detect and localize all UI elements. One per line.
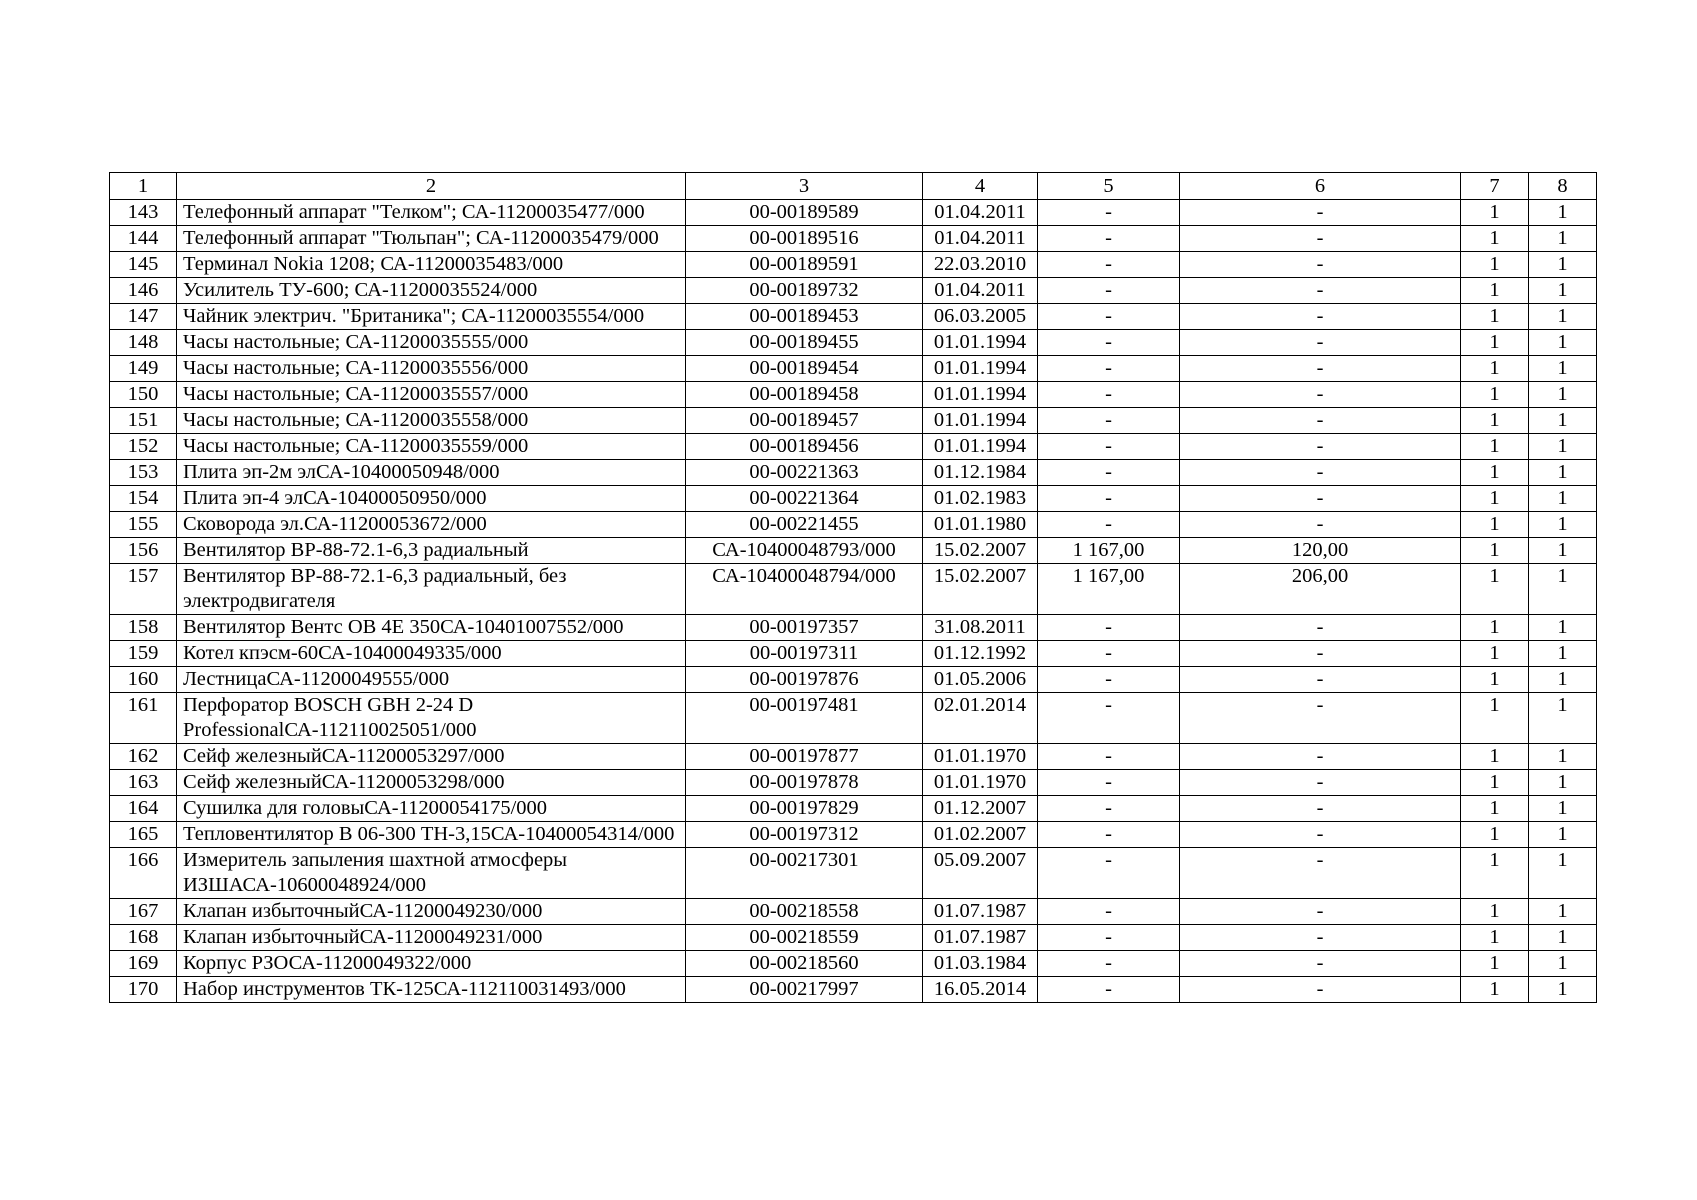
acquisition-date-cell: 22.03.2010 [923,252,1038,278]
table-row [110,382,1597,408]
inventory-table [109,172,1597,1003]
item-name-cell: Перфоратор BOSCH GBH 2-24 D ProfessionalСА-112110025051/000 [177,693,686,744]
book-value-cell: 1 167,00 [1038,538,1180,564]
item-name-cell: Часы настольные; СА-11200035556/000 [177,356,686,382]
inventory-number-cell: 00-00197312 [686,822,923,848]
acquisition-date-cell: 01.04.2011 [923,278,1038,304]
table-row [110,951,1597,977]
item-name-cell: Часы настольные; СА-11200035555/000 [177,330,686,356]
table-row [110,667,1597,693]
item-name-cell: Сейф железныйСА-11200053298/000 [177,770,686,796]
table-row [110,330,1597,356]
book-value-cell: - [1038,486,1180,512]
inventory-number-cell: 00-00189455 [686,330,923,356]
acquisition-date-cell: 01.01.1980 [923,512,1038,538]
quantity-book-cell: 1 [1529,512,1597,538]
quantity-fact-cell: 1 [1461,667,1529,693]
row-number-cell: 143 [110,200,177,226]
quantity-book-cell: 1 [1529,408,1597,434]
table-row [110,460,1597,486]
quantity-fact-cell: 1 [1461,382,1529,408]
acquisition-date-cell: 06.03.2005 [923,304,1038,330]
residual-value-cell: - [1180,951,1461,977]
column-header: 3 [686,173,923,200]
inventory-number-cell: 00-00197357 [686,615,923,641]
inventory-number-cell: 00-00217301 [686,848,923,899]
header-row [110,173,1597,200]
residual-value-cell: - [1180,486,1461,512]
item-name-cell: Чайник электрич. "Британика"; СА-11200035554/000 [177,304,686,330]
table-row [110,512,1597,538]
book-value-cell: - [1038,641,1180,667]
inventory-number-cell: 00-00189516 [686,226,923,252]
book-value-cell: - [1038,667,1180,693]
table-row [110,252,1597,278]
item-name-cell: Телефонный аппарат "Телком"; СА-11200035477/000 [177,200,686,226]
quantity-fact-cell: 1 [1461,356,1529,382]
acquisition-date-cell: 01.01.1994 [923,356,1038,382]
residual-value-cell: - [1180,434,1461,460]
column-header: 7 [1461,173,1529,200]
table-row [110,200,1597,226]
quantity-fact-cell: 1 [1461,951,1529,977]
book-value-cell: - [1038,744,1180,770]
table-row [110,744,1597,770]
quantity-book-cell: 1 [1529,486,1597,512]
quantity-fact-cell: 1 [1461,330,1529,356]
inventory-number-cell: 00-00189458 [686,382,923,408]
book-value-cell: - [1038,770,1180,796]
row-number-cell: 147 [110,304,177,330]
acquisition-date-cell: 15.02.2007 [923,564,1038,615]
book-value-cell: - [1038,278,1180,304]
acquisition-date-cell: 01.04.2011 [923,226,1038,252]
quantity-book-cell: 1 [1529,641,1597,667]
residual-value-cell: 206,00 [1180,564,1461,615]
quantity-book-cell: 1 [1529,278,1597,304]
book-value-cell: - [1038,252,1180,278]
book-value-cell: - [1038,951,1180,977]
item-name-cell: Измеритель запыления шахтной атмосферы ИЗШАСА-10600048924/000 [177,848,686,899]
residual-value-cell: - [1180,304,1461,330]
residual-value-cell: - [1180,330,1461,356]
table-row [110,848,1597,899]
quantity-fact-cell: 1 [1461,564,1529,615]
quantity-book-cell: 1 [1529,382,1597,408]
quantity-fact-cell: 1 [1461,226,1529,252]
quantity-book-cell: 1 [1529,200,1597,226]
inventory-number-cell: 00-00218559 [686,925,923,951]
acquisition-date-cell: 01.02.2007 [923,822,1038,848]
inventory-number-cell: 00-00189457 [686,408,923,434]
quantity-fact-cell: 1 [1461,641,1529,667]
book-value-cell: 1 167,00 [1038,564,1180,615]
quantity-fact-cell: 1 [1461,693,1529,744]
row-number-cell: 161 [110,693,177,744]
quantity-fact-cell: 1 [1461,977,1529,1003]
quantity-book-cell: 1 [1529,564,1597,615]
book-value-cell: - [1038,512,1180,538]
book-value-cell: - [1038,434,1180,460]
book-value-cell: - [1038,822,1180,848]
quantity-book-cell: 1 [1529,770,1597,796]
column-header: 2 [177,173,686,200]
column-header: 6 [1180,173,1461,200]
item-name-cell: Телефонный аппарат "Тюльпан"; СА-11200035479/000 [177,226,686,252]
table-row [110,977,1597,1003]
table-row [110,925,1597,951]
acquisition-date-cell: 01.07.1987 [923,925,1038,951]
acquisition-date-cell: 01.01.1970 [923,770,1038,796]
column-header: 8 [1529,173,1597,200]
acquisition-date-cell: 05.09.2007 [923,848,1038,899]
book-value-cell: - [1038,330,1180,356]
item-name-cell: Сковорода эл.СА-11200053672/000 [177,512,686,538]
inventory-number-cell: 00-00189456 [686,434,923,460]
acquisition-date-cell: 01.12.1992 [923,641,1038,667]
quantity-fact-cell: 1 [1461,796,1529,822]
inventory-number-cell: 00-00189732 [686,278,923,304]
quantity-book-cell: 1 [1529,538,1597,564]
quantity-fact-cell: 1 [1461,899,1529,925]
table-row [110,564,1597,615]
row-number-cell: 162 [110,744,177,770]
inventory-number-cell: 00-00189591 [686,252,923,278]
table-row [110,486,1597,512]
residual-value-cell: - [1180,667,1461,693]
residual-value-cell: - [1180,200,1461,226]
residual-value-cell: - [1180,822,1461,848]
quantity-book-cell: 1 [1529,615,1597,641]
table-row [110,822,1597,848]
column-header: 1 [110,173,177,200]
row-number-cell: 167 [110,899,177,925]
acquisition-date-cell: 01.01.1994 [923,434,1038,460]
quantity-fact-cell: 1 [1461,822,1529,848]
table-row [110,278,1597,304]
table-row [110,226,1597,252]
residual-value-cell: - [1180,408,1461,434]
row-number-cell: 168 [110,925,177,951]
row-number-cell: 151 [110,408,177,434]
inventory-number-cell: СА-10400048794/000 [686,564,923,615]
row-number-cell: 146 [110,278,177,304]
item-name-cell: Набор инструментов ТК-125СА-112110031493/000 [177,977,686,1003]
quantity-book-cell: 1 [1529,667,1597,693]
table-row [110,693,1597,744]
row-number-cell: 159 [110,641,177,667]
quantity-fact-cell: 1 [1461,460,1529,486]
inventory-number-cell: 00-00189589 [686,200,923,226]
acquisition-date-cell: 16.05.2014 [923,977,1038,1003]
acquisition-date-cell: 01.03.1984 [923,951,1038,977]
item-name-cell: ЛестницаСА-11200049555/000 [177,667,686,693]
item-name-cell: Клапан избыточныйСА-11200049231/000 [177,925,686,951]
table-row [110,538,1597,564]
quantity-book-cell: 1 [1529,977,1597,1003]
quantity-fact-cell: 1 [1461,408,1529,434]
inventory-number-cell: СА-10400048793/000 [686,538,923,564]
quantity-book-cell: 1 [1529,434,1597,460]
quantity-fact-cell: 1 [1461,744,1529,770]
item-name-cell: Сейф железныйСА-11200053297/000 [177,744,686,770]
acquisition-date-cell: 01.01.1994 [923,382,1038,408]
residual-value-cell: - [1180,641,1461,667]
item-name-cell: Вентилятор ВР-88-72.1-6,3 радиальный [177,538,686,564]
row-number-cell: 158 [110,615,177,641]
inventory-number-cell: 00-00221364 [686,486,923,512]
item-name-cell: Часы настольные; СА-11200035558/000 [177,408,686,434]
column-header: 5 [1038,173,1180,200]
quantity-book-cell: 1 [1529,951,1597,977]
book-value-cell: - [1038,200,1180,226]
acquisition-date-cell: 01.04.2011 [923,200,1038,226]
table-row [110,770,1597,796]
acquisition-date-cell: 01.12.2007 [923,796,1038,822]
residual-value-cell: - [1180,744,1461,770]
table-row [110,408,1597,434]
quantity-fact-cell: 1 [1461,304,1529,330]
quantity-fact-cell: 1 [1461,486,1529,512]
quantity-book-cell: 1 [1529,848,1597,899]
residual-value-cell: - [1180,356,1461,382]
row-number-cell: 169 [110,951,177,977]
row-number-cell: 163 [110,770,177,796]
acquisition-date-cell: 31.08.2011 [923,615,1038,641]
inventory-number-cell: 00-00197481 [686,693,923,744]
row-number-cell: 144 [110,226,177,252]
acquisition-date-cell: 01.01.1994 [923,330,1038,356]
residual-value-cell: - [1180,899,1461,925]
quantity-fact-cell: 1 [1461,925,1529,951]
table-body [110,200,1597,1003]
book-value-cell: - [1038,615,1180,641]
inventory-number-cell: 00-00189453 [686,304,923,330]
book-value-cell: - [1038,460,1180,486]
row-number-cell: 152 [110,434,177,460]
quantity-book-cell: 1 [1529,330,1597,356]
item-name-cell: Часы настольные; СА-11200035557/000 [177,382,686,408]
row-number-cell: 160 [110,667,177,693]
inventory-number-cell: 00-00197311 [686,641,923,667]
inventory-number-cell: 00-00197878 [686,770,923,796]
residual-value-cell: - [1180,615,1461,641]
quantity-book-cell: 1 [1529,822,1597,848]
quantity-fact-cell: 1 [1461,770,1529,796]
residual-value-cell: - [1180,977,1461,1003]
quantity-fact-cell: 1 [1461,848,1529,899]
table-row [110,899,1597,925]
book-value-cell: - [1038,977,1180,1003]
book-value-cell: - [1038,848,1180,899]
residual-value-cell: - [1180,693,1461,744]
item-name-cell: Котел кпэсм-60СА-10400049335/000 [177,641,686,667]
inventory-number-cell: 00-00197829 [686,796,923,822]
quantity-fact-cell: 1 [1461,434,1529,460]
table-row [110,641,1597,667]
item-name-cell: Плита эп-2м элСА-10400050948/000 [177,460,686,486]
book-value-cell: - [1038,408,1180,434]
row-number-cell: 154 [110,486,177,512]
row-number-cell: 164 [110,796,177,822]
item-name-cell: Усилитель ТУ-600; СА-11200035524/000 [177,278,686,304]
row-number-cell: 156 [110,538,177,564]
residual-value-cell: - [1180,796,1461,822]
quantity-fact-cell: 1 [1461,278,1529,304]
residual-value-cell: - [1180,278,1461,304]
quantity-fact-cell: 1 [1461,252,1529,278]
item-name-cell: Сушилка для головыСА-11200054175/000 [177,796,686,822]
quantity-book-cell: 1 [1529,693,1597,744]
quantity-book-cell: 1 [1529,356,1597,382]
book-value-cell: - [1038,304,1180,330]
row-number-cell: 150 [110,382,177,408]
inventory-number-cell: 00-00221455 [686,512,923,538]
quantity-book-cell: 1 [1529,925,1597,951]
item-name-cell: Плита эп-4 элСА-10400050950/000 [177,486,686,512]
residual-value-cell: - [1180,848,1461,899]
row-number-cell: 145 [110,252,177,278]
inventory-number-cell: 00-00197877 [686,744,923,770]
quantity-fact-cell: 1 [1461,538,1529,564]
item-name-cell: Корпус РЗОСА-11200049322/000 [177,951,686,977]
residual-value-cell: - [1180,925,1461,951]
item-name-cell: Вентилятор Вентс ОВ 4Е 350СА-10401007552/000 [177,615,686,641]
quantity-fact-cell: 1 [1461,615,1529,641]
inventory-number-cell: 00-00217997 [686,977,923,1003]
row-number-cell: 166 [110,848,177,899]
quantity-book-cell: 1 [1529,226,1597,252]
acquisition-date-cell: 01.12.1984 [923,460,1038,486]
residual-value-cell: - [1180,382,1461,408]
residual-value-cell: 120,00 [1180,538,1461,564]
book-value-cell: - [1038,356,1180,382]
acquisition-date-cell: 01.02.1983 [923,486,1038,512]
book-value-cell: - [1038,925,1180,951]
quantity-fact-cell: 1 [1461,512,1529,538]
item-name-cell: Клапан избыточныйСА-11200049230/000 [177,899,686,925]
quantity-book-cell: 1 [1529,304,1597,330]
acquisition-date-cell: 01.01.1970 [923,744,1038,770]
residual-value-cell: - [1180,252,1461,278]
row-number-cell: 153 [110,460,177,486]
inventory-number-cell: 00-00189454 [686,356,923,382]
book-value-cell: - [1038,796,1180,822]
quantity-book-cell: 1 [1529,460,1597,486]
row-number-cell: 170 [110,977,177,1003]
book-value-cell: - [1038,693,1180,744]
inventory-number-cell: 00-00218560 [686,951,923,977]
inventory-number-cell: 00-00221363 [686,460,923,486]
item-name-cell: Терминал Nokia 1208; СА-11200035483/000 [177,252,686,278]
acquisition-date-cell: 01.05.2006 [923,667,1038,693]
residual-value-cell: - [1180,770,1461,796]
acquisition-date-cell: 01.01.1994 [923,408,1038,434]
item-name-cell: Тепловентилятор В 06-300 ТН-3,15СА-10400054314/000 [177,822,686,848]
table-row [110,796,1597,822]
row-number-cell: 157 [110,564,177,615]
residual-value-cell: - [1180,226,1461,252]
row-number-cell: 165 [110,822,177,848]
acquisition-date-cell: 15.02.2007 [923,538,1038,564]
acquisition-date-cell: 02.01.2014 [923,693,1038,744]
inventory-number-cell: 00-00218558 [686,899,923,925]
row-number-cell: 149 [110,356,177,382]
table-row [110,356,1597,382]
row-number-cell: 148 [110,330,177,356]
quantity-book-cell: 1 [1529,796,1597,822]
row-number-cell: 155 [110,512,177,538]
table-row [110,615,1597,641]
table-row [110,434,1597,460]
item-name-cell: Вентилятор ВР-88-72.1-6,3 радиальный, без электродвигателя [177,564,686,615]
quantity-book-cell: 1 [1529,744,1597,770]
inventory-number-cell: 00-00197876 [686,667,923,693]
book-value-cell: - [1038,899,1180,925]
item-name-cell: Часы настольные; СА-11200035559/000 [177,434,686,460]
residual-value-cell: - [1180,512,1461,538]
acquisition-date-cell: 01.07.1987 [923,899,1038,925]
table-row [110,304,1597,330]
quantity-book-cell: 1 [1529,252,1597,278]
residual-value-cell: - [1180,460,1461,486]
book-value-cell: - [1038,382,1180,408]
quantity-book-cell: 1 [1529,899,1597,925]
quantity-fact-cell: 1 [1461,200,1529,226]
column-header: 4 [923,173,1038,200]
book-value-cell: - [1038,226,1180,252]
